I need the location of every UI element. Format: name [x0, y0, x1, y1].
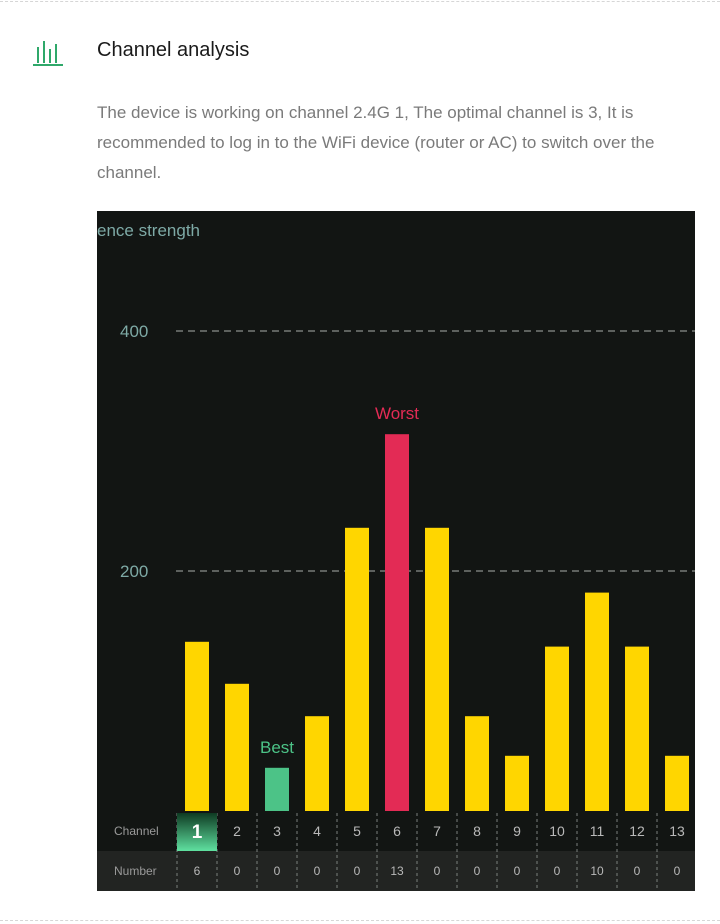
- bar-channel-10: [545, 647, 569, 811]
- channel-row-label: Channel: [114, 824, 159, 838]
- y-tick-label: 200: [120, 562, 149, 581]
- bottom-divider: [0, 920, 720, 921]
- channel-label-9: 9: [513, 823, 521, 839]
- channel-chart: [97, 211, 695, 891]
- bar-channel-11: [585, 593, 609, 811]
- channel-label-6: 6: [393, 823, 401, 839]
- best-label: Best: [259, 737, 295, 757]
- section-title: Channel analysis: [97, 39, 250, 61]
- bar-channel-8: [465, 716, 489, 811]
- channel-label-12: 12: [629, 823, 645, 839]
- bar-channel-13: [665, 756, 689, 811]
- number-label-9: 0: [513, 864, 521, 878]
- number-label-2: 0: [233, 864, 241, 878]
- channel-label-7: 7: [433, 823, 441, 839]
- bar-chart-icon: [33, 38, 65, 68]
- bar-channel-3: [265, 768, 289, 811]
- chart-canvas: [97, 211, 695, 891]
- bar-channel-4: [305, 716, 329, 811]
- channel-label-8: 8: [473, 823, 481, 839]
- number-label-11: 10: [590, 864, 604, 878]
- number-label-3: 0: [273, 864, 281, 878]
- number-label-12: 0: [633, 864, 641, 878]
- top-divider: [0, 1, 720, 2]
- section-description: The device is working on channel 2.4G 1, The optimal channel is 3, It is recommended to log in to the WiFi device (router or AC) to switch over the channel.: [97, 103, 655, 182]
- bar-channel-7: [425, 528, 449, 811]
- number-label-7: 0: [433, 864, 441, 878]
- number-label-4: 0: [313, 864, 321, 878]
- y-tick-label: 400: [120, 322, 149, 341]
- worst-label: Worst: [374, 404, 420, 424]
- number-label-5: 0: [353, 864, 361, 878]
- number-label-6: 13: [390, 864, 404, 878]
- bar-channel-6: [385, 434, 409, 811]
- number-label-10: 0: [553, 864, 561, 878]
- number-row-label: Number: [114, 864, 157, 878]
- channel-label-5: 5: [353, 823, 361, 839]
- channel-label-10: 10: [549, 823, 565, 839]
- channel-label-3: 3: [273, 823, 281, 839]
- channel-label-2: 2: [233, 823, 241, 839]
- bar-channel-9: [505, 756, 529, 811]
- bar-channel-2: [225, 684, 249, 811]
- channel-label-1: 1: [191, 822, 203, 843]
- number-label-8: 0: [473, 864, 481, 878]
- number-label-1: 6: [193, 864, 201, 878]
- channel-label-11: 11: [589, 823, 605, 839]
- number-label-13: 0: [673, 864, 681, 878]
- channel-label-13: 13: [669, 823, 685, 839]
- bar-channel-12: [625, 647, 649, 811]
- channel-label-4: 4: [313, 823, 321, 839]
- bar-channel-1: [185, 642, 209, 811]
- bar-channel-5: [345, 528, 369, 811]
- y-axis-title: ence strength: [97, 221, 201, 240]
